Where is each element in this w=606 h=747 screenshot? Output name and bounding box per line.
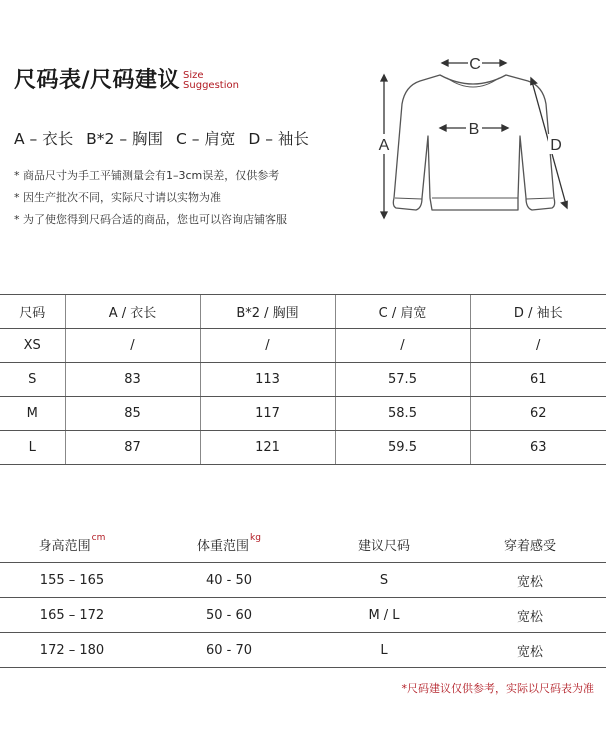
cell-length: 83	[65, 363, 200, 397]
unit-cm: cm	[91, 532, 106, 543]
table-header-row	[0, 295, 606, 329]
cell-weight: 50 - 60	[144, 598, 314, 633]
header-weight-label: 体重范围	[197, 538, 250, 554]
page-subtitle	[183, 71, 239, 94]
arrow-c-right	[500, 60, 506, 66]
cell-size: M	[0, 397, 65, 431]
table-row	[0, 431, 606, 465]
arrow-b-left	[440, 125, 446, 131]
cell-suggested-size: L	[314, 633, 454, 668]
cell-height: 155 – 165	[0, 563, 144, 598]
cell-size: L	[0, 431, 65, 465]
header-height-label: 身高范围	[38, 538, 91, 554]
cell-chest: 117	[200, 397, 335, 431]
cell-fit-feel: 宽松	[454, 563, 606, 598]
column-header-length: A / 衣长	[65, 295, 200, 329]
cell-fit-feel: 宽松	[454, 633, 606, 668]
cell-sleeve: 61	[470, 363, 606, 397]
measurement-legend	[14, 127, 317, 149]
legend-d: D – 袖长	[248, 130, 309, 148]
cell-chest: /	[200, 329, 335, 363]
diagram-label-d: D	[550, 137, 562, 154]
size-recommendation-table	[0, 526, 606, 668]
cuff-rib-right	[526, 198, 553, 199]
collar-rib	[447, 78, 499, 87]
column-header-fit-feel: 穿着感受	[454, 526, 606, 563]
legend-c: C – 肩宽	[175, 130, 236, 148]
cell-weight: 60 - 70	[144, 633, 314, 668]
sweater-diagram	[368, 48, 578, 226]
size-chart-table	[0, 294, 606, 465]
column-header-height	[0, 526, 144, 563]
cell-shoulder: 57.5	[335, 363, 470, 397]
diagram-label-c: C	[469, 56, 481, 73]
legend-a: A – 衣长	[14, 130, 74, 148]
table-row	[0, 329, 606, 363]
table-header-row	[0, 526, 606, 563]
cell-length: 87	[65, 431, 200, 465]
cell-suggested-size: M / L	[314, 598, 454, 633]
legend-b: B*2 – 胸围	[86, 130, 164, 148]
cell-suggested-size: S	[314, 563, 454, 598]
arrow-a-top	[381, 75, 387, 81]
cell-length: /	[65, 329, 200, 363]
table-row	[0, 633, 606, 668]
sweater-outline	[393, 75, 554, 210]
cuff-rib-left	[395, 198, 422, 199]
column-header-shoulder: C / 肩宽	[335, 295, 470, 329]
cell-sleeve: /	[470, 329, 606, 363]
note-item: * 商品尺寸为手工平铺测量会有1–3cm误差，仅供参考	[14, 169, 280, 182]
cell-chest: 121	[200, 431, 335, 465]
page-title: 尺码表/尺码建议	[14, 68, 181, 93]
column-header-weight	[144, 526, 314, 563]
arrow-d-bottom	[561, 201, 567, 208]
cell-shoulder: 58.5	[335, 397, 470, 431]
cell-height: 165 – 172	[0, 598, 144, 633]
cell-chest: 113	[200, 363, 335, 397]
cell-height: 172 – 180	[0, 633, 144, 668]
table-row	[0, 397, 606, 431]
subtitle-line-1: Size	[183, 70, 204, 81]
diagram-label-b: B	[468, 121, 480, 138]
table-row	[0, 598, 606, 633]
column-header-size: 尺码	[0, 295, 65, 329]
cell-sleeve: 63	[470, 431, 606, 465]
arrow-c-left	[442, 60, 448, 66]
cell-sleeve: 62	[470, 397, 606, 431]
footer-disclaimer: *尺码建议仅供参考，实际以尺码表为准	[401, 682, 594, 695]
table-row	[0, 363, 606, 397]
arrow-d-top	[531, 78, 537, 85]
arrow-a-bottom	[381, 212, 387, 218]
table-row	[0, 563, 606, 598]
arrow-b-right	[502, 125, 508, 131]
cell-fit-feel: 宽松	[454, 598, 606, 633]
diagram-label-a: A	[378, 137, 390, 154]
page-header	[14, 64, 239, 94]
column-header-chest: B*2 / 胸围	[200, 295, 335, 329]
cell-size: S	[0, 363, 65, 397]
cell-size: XS	[0, 329, 65, 363]
cell-length: 85	[65, 397, 200, 431]
column-header-suggested-size: 建议尺码	[314, 526, 454, 563]
column-header-sleeve: D / 袖长	[470, 295, 606, 329]
cell-shoulder: 59.5	[335, 431, 470, 465]
notes-list	[14, 165, 287, 231]
unit-kg: kg	[250, 532, 261, 543]
note-item: * 因生产批次不同，实际尺寸请以实物为准	[14, 191, 221, 204]
subtitle-line-2: Suggestion	[183, 80, 239, 91]
note-item: * 为了使您得到尺码合适的商品，您也可以咨询店铺客服	[14, 213, 287, 226]
cell-shoulder: /	[335, 329, 470, 363]
cell-weight: 40 - 50	[144, 563, 314, 598]
